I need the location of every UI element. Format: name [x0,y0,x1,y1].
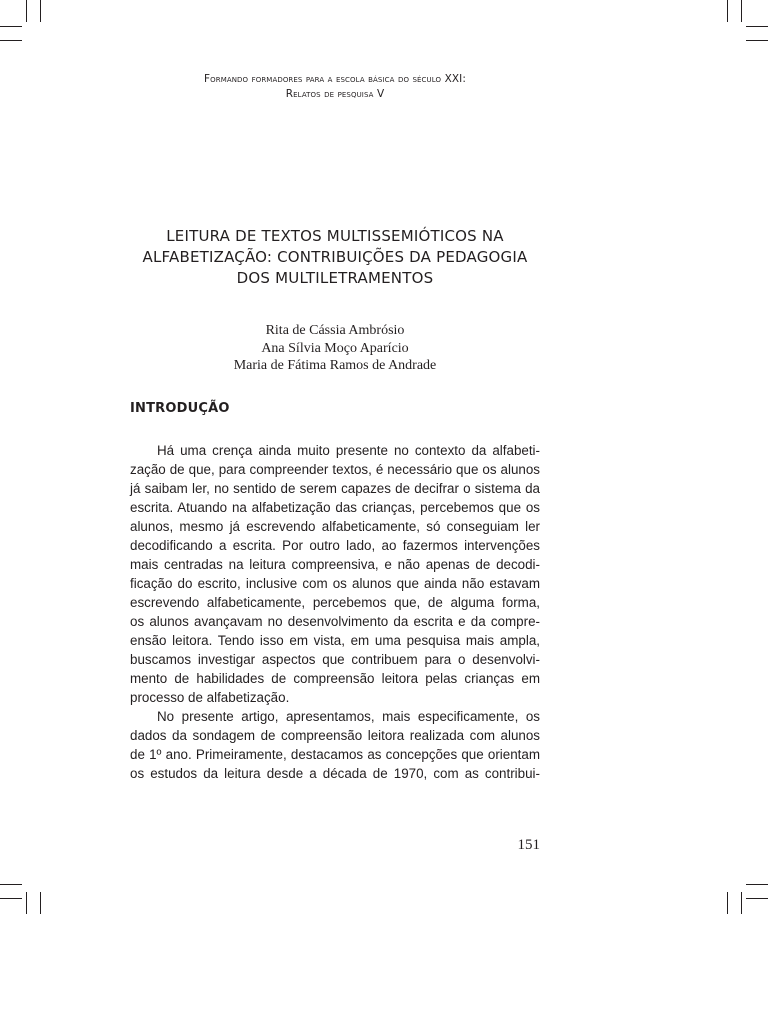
text-line: os alunos avançavam no desenvolvimento da escrita e da compre- [130,614,540,629]
running-head [130,72,540,102]
running-head-line: Relatos de pesquisa V [285,88,385,100]
text-line: mais centradas na leitura compreensiva, e não apenas de decodi- [130,557,540,572]
text-line: ensão leitora. Tendo isso em vista, em uma pesquisa mais ampla, [130,633,540,648]
text-line: escrevendo alfabeticamente, percebemos que, de alguma forma, [130,595,540,610]
text-line: mento de habilidades de compreensão leitora pelas crianças em [130,671,540,686]
paragraph [130,707,540,783]
page-number: 151 [517,837,540,853]
article-title-line: ALFABETIZAÇÃO: CONTRIBUIÇÕES DA PEDAGOGIA [142,248,528,266]
text-line: já saibam ler, no sentido de serem capazes de decifrar o sistema da [130,481,540,496]
text-line: de 1º ano. Primeiramente, destacamos as concepções que orientam [130,747,540,762]
text-line: No presente artigo, apresentamos, mais especificamente, os [157,709,540,724]
text-line: decodificando a escrita. Por outro lado, ao fazermos intervenções [130,538,540,553]
author-list [130,322,540,375]
text-line: os estudos da leitura desde a década de 1970, com as contribui- [130,766,540,781]
body-text [130,441,540,783]
author-name: Rita de Cássia Ambrósio [265,323,405,338]
text-line: Há uma crença ainda muito presente no contexto da alfabeti- [157,443,540,458]
author-name: Ana Sílvia Moço Aparício [261,340,409,356]
text-line: alunos, mesmo já escrevendo alfabeticamente, só conseguiam ler [130,519,540,534]
article-title-line: LEITURA DE TEXTOS MULTISSEMIÓTICOS NA [166,227,504,245]
paragraph [130,441,540,707]
text-line: processo de alfabetização. [130,690,290,705]
section-heading: INTRODUÇÃO [130,401,230,416]
text-line: zação de que, para compreender textos, é necessário que os alunos [130,462,540,477]
article-title-line: DOS MULTILETRAMENTOS [236,269,434,287]
text-line: buscamos investigar aspectos que contribuem para o desenvolvi- [130,652,540,667]
article-title [120,226,550,289]
text-line: escrita. Atuando na alfabetização das crianças, percebemos que os [130,500,540,515]
running-head-line: Formando formadores para a escola básica do século XXI: [203,73,466,85]
text-line: ficação do escrito, inclusive com os alunos que ainda não estavam [130,576,540,591]
author-name: Maria de Fátima Ramos de Andrade [233,358,437,373]
text-line: dados da sondagem de compreensão leitora realizada com alunos [130,728,540,743]
